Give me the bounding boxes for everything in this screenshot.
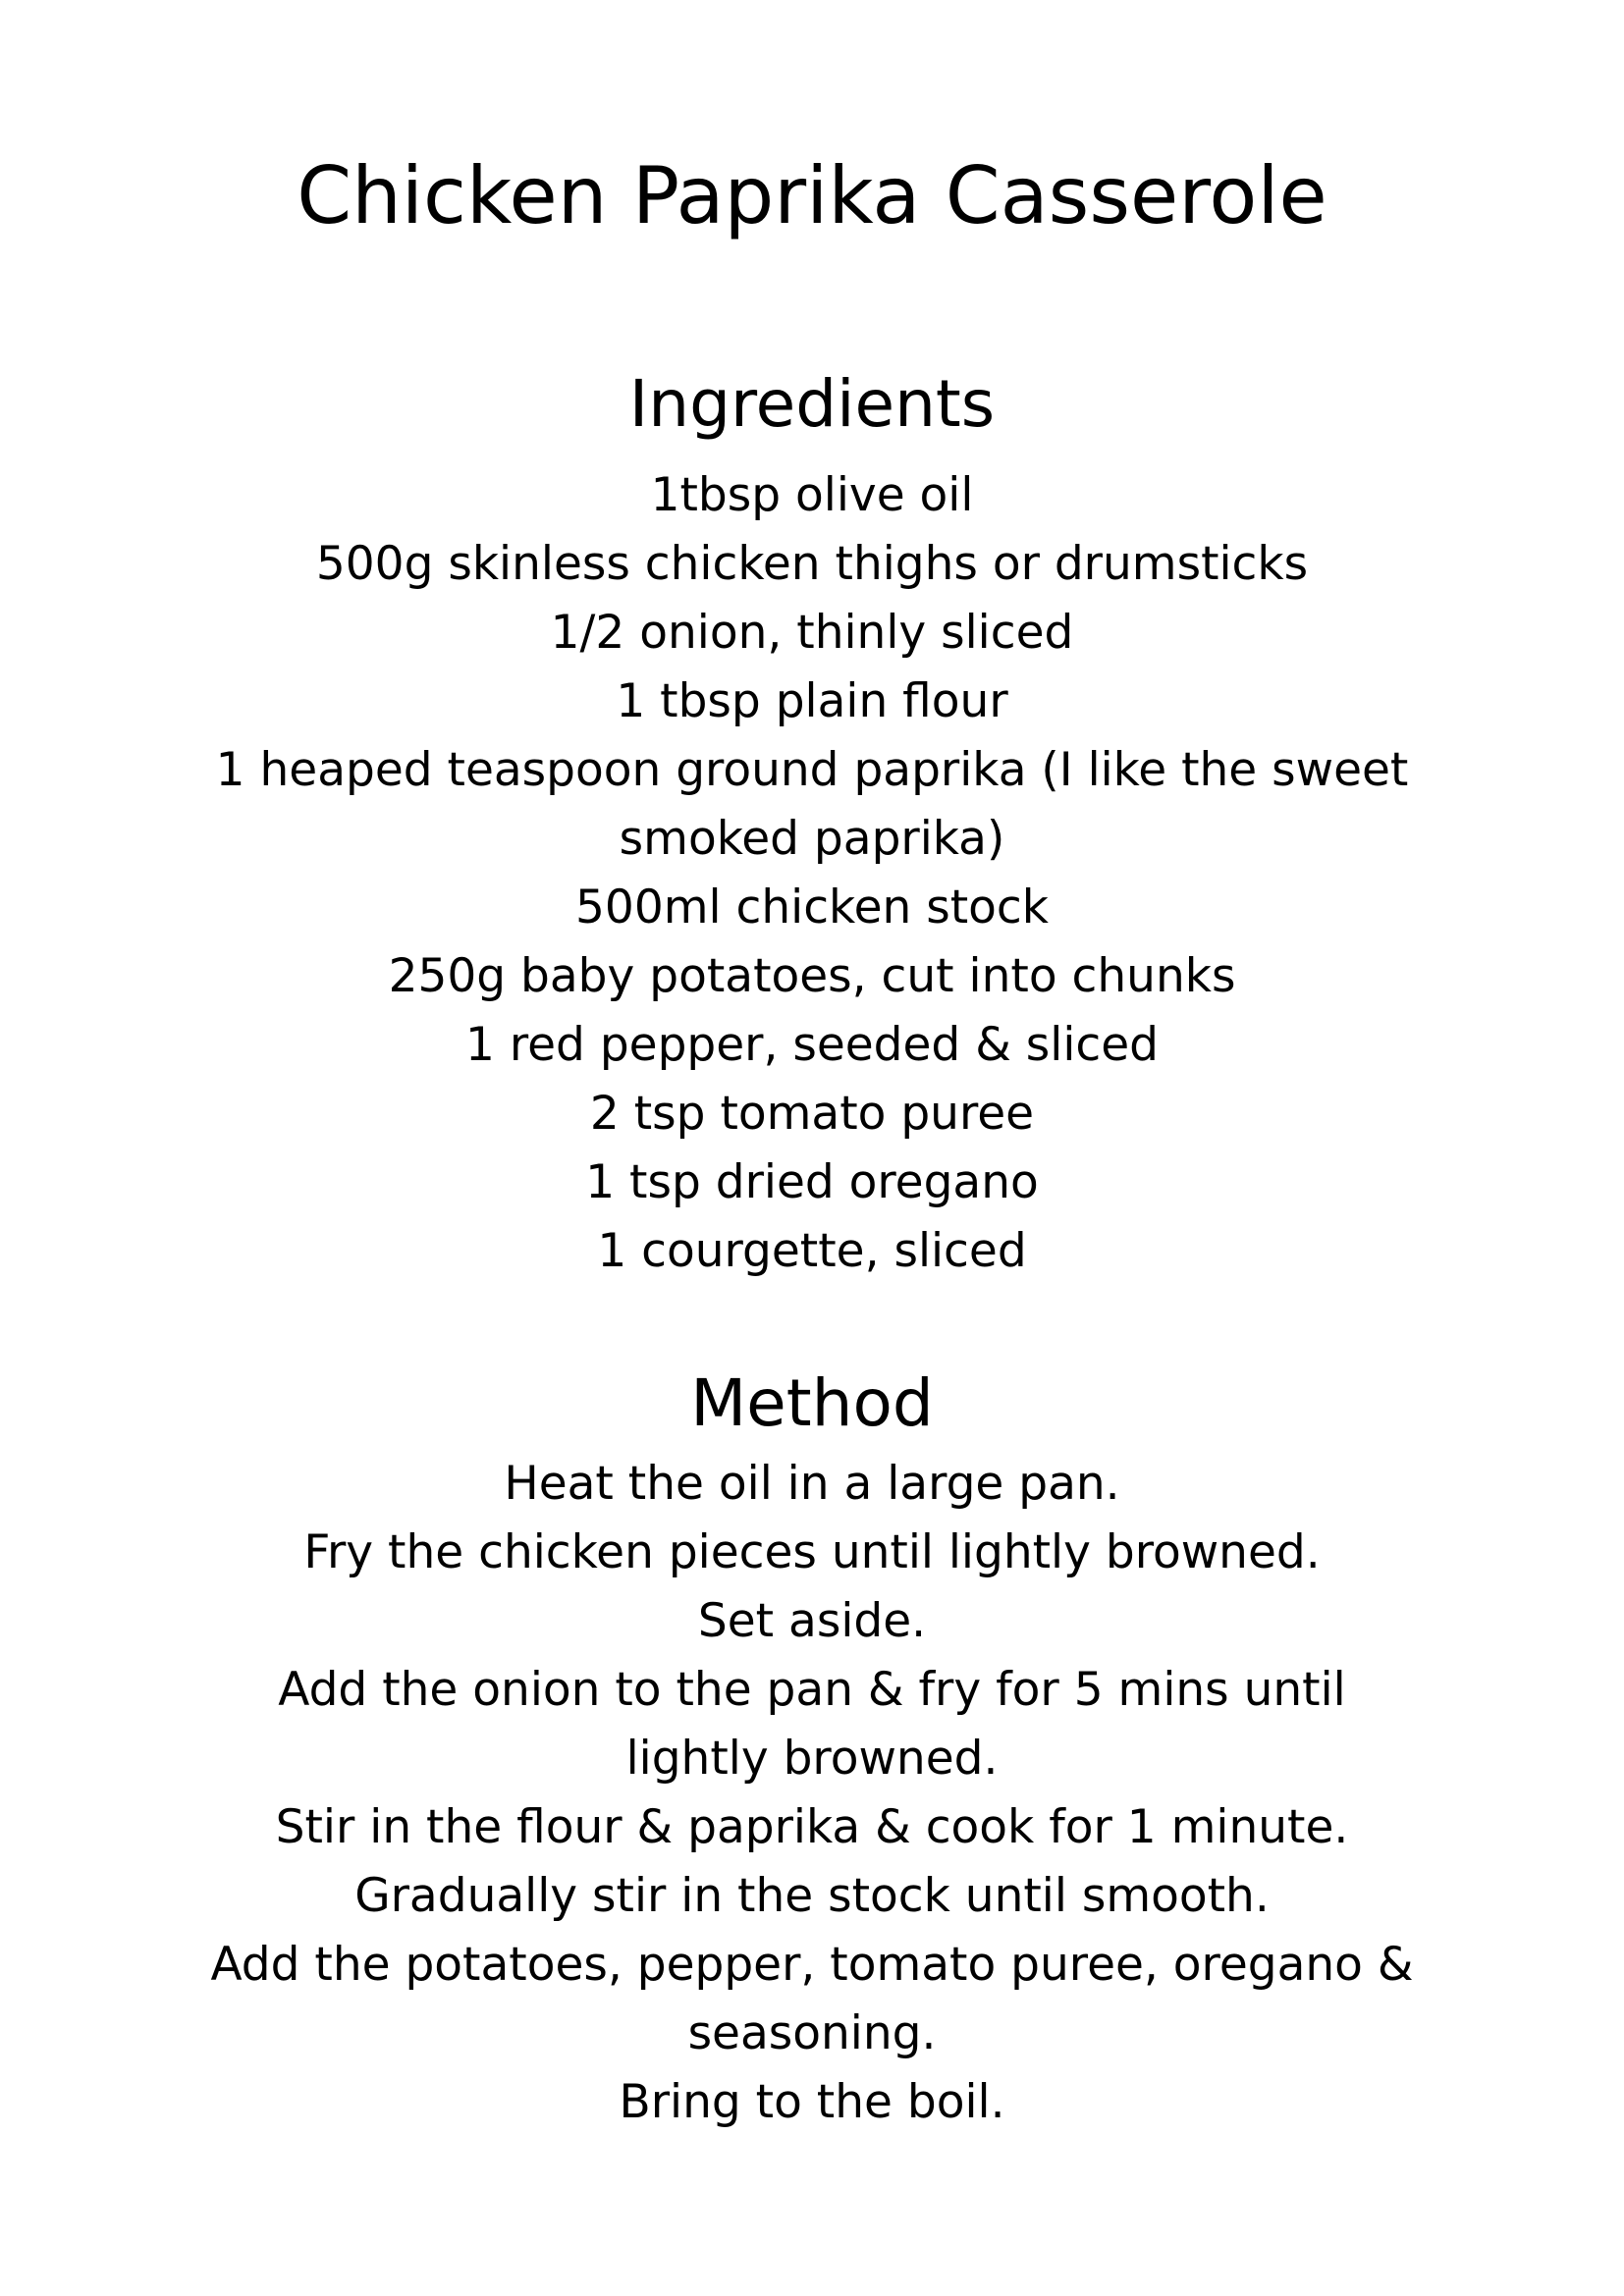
- ingredient-item: 1 tbsp plain flour: [616, 674, 1008, 728]
- method-step: Heat the oil in a large pan.: [504, 1457, 1120, 1511]
- ingredient-item: 250g baby potatoes, cut into chunks: [388, 949, 1236, 1003]
- method-step: Gradually stir in the stock until smooth.: [354, 1869, 1270, 1923]
- method-step: Bring to the boil.: [619, 2075, 1005, 2129]
- method-heading: Method: [690, 1365, 934, 1441]
- method-step: Stir in the flour & paprika & cook for 1 minute.: [275, 1800, 1349, 1854]
- ingredient-item: 1 tsp dried oregano: [585, 1155, 1039, 1209]
- ingredient-item: 500g skinless chicken thighs or drumsticks: [315, 537, 1309, 591]
- ingredient-item: 1 courgette, sliced: [597, 1224, 1027, 1278]
- ingredient-item: 500ml chicken stock: [575, 881, 1049, 934]
- ingredients-heading: Ingredients: [628, 366, 996, 442]
- method-step: Fry the chicken pieces until lightly browned.: [303, 1525, 1321, 1579]
- method-step: Set aside.: [697, 1594, 927, 1648]
- method-list: [203, 1450, 1421, 2137]
- method-step: Add the potatoes, pepper, tomato puree, oregano & seasoning.: [210, 1938, 1414, 2060]
- ingredient-item: 1 red pepper, seeded & sliced: [465, 1018, 1159, 1072]
- ingredient-item: 1tbsp olive oil: [650, 468, 974, 522]
- ingredient-item: 1 heaped teaspoon ground paprika (I like the sweet smoked paprika): [215, 743, 1409, 866]
- ingredient-item: 1/2 onion, thinly sliced: [550, 606, 1074, 660]
- recipe-title: Chicken Paprika Casserole: [297, 150, 1327, 241]
- ingredient-item: 2 tsp tomato puree: [589, 1087, 1035, 1141]
- method-step: Add the onion to the pan & fry for 5 mins until lightly browned.: [278, 1663, 1346, 1786]
- ingredients-list: [203, 461, 1421, 1286]
